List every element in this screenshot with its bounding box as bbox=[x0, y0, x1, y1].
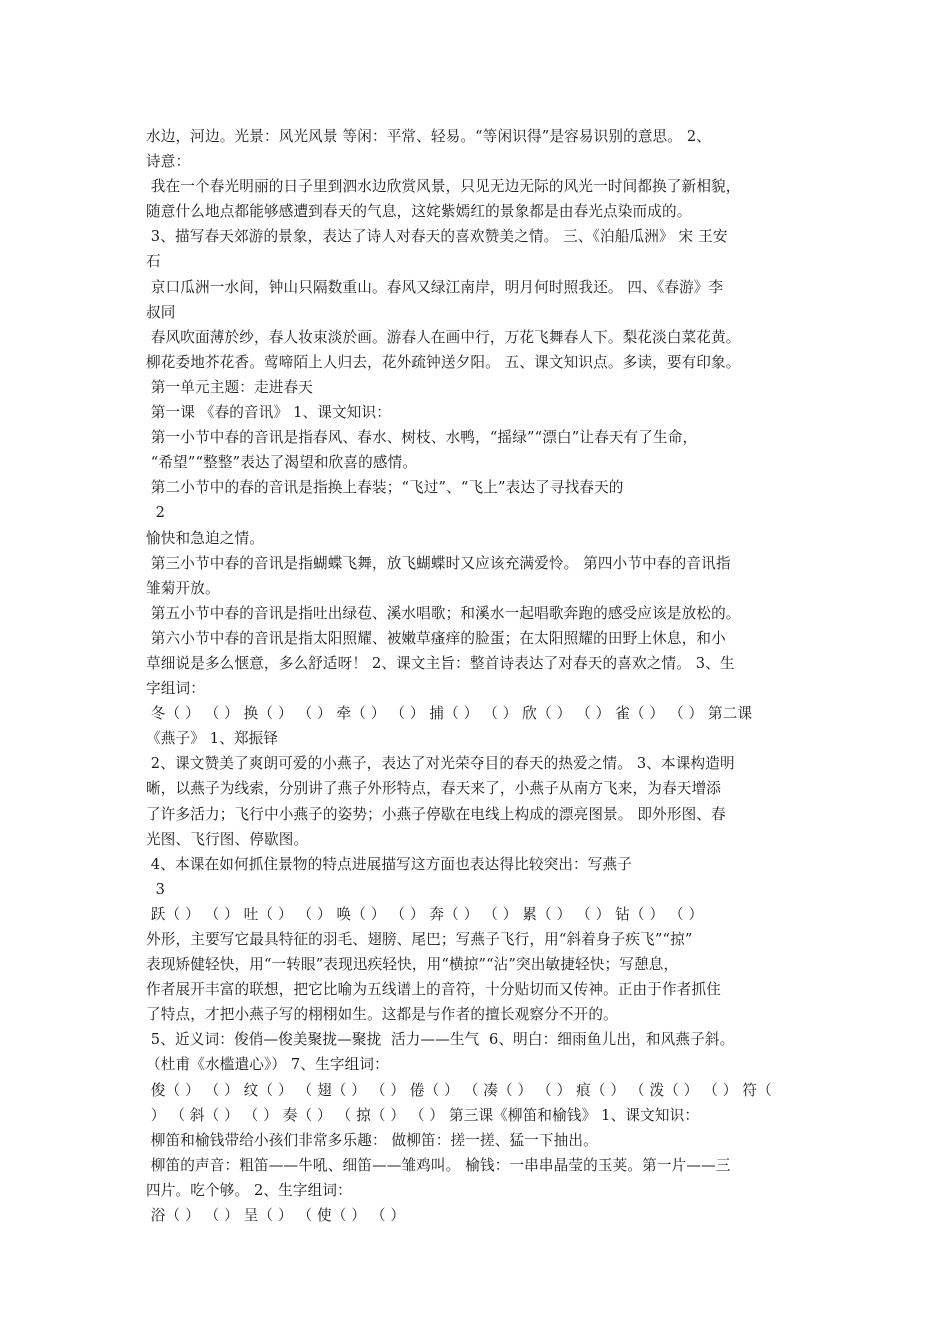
text-line: 第三小节中春的音讯是指蝴蝶飞舞，放飞蝴蝶时又应该充满爱怜。 第四小节中春的音讯指 bbox=[146, 554, 731, 572]
text-line: 光图、飞行图、停歇图。 bbox=[146, 830, 309, 848]
text-line: 叔同 bbox=[146, 303, 176, 321]
text-line: 俊（ ） （ ） 纹（ ） （ 翅（ ） （ ） 倦（ ） （ 凑（ ） （ ） 痕（ ） （ 泼（ ） （ ） 符（ bbox=[146, 1081, 772, 1099]
text-line: 第五小节中春的音讯是指吐出绿苞、溪水唱歌；和溪水一起唱歌奔跑的感受应该是放松的。 bbox=[146, 604, 741, 622]
text-line: 四片。吃个够。 2、生字组词： bbox=[146, 1181, 352, 1199]
text-line: 京口瓜洲一水间，钟山只隔数重山。春风又绿江南岸，明月何时照我还。 四、《春游》李 bbox=[146, 278, 724, 296]
text-line: 了许多活力；飞行中小燕子的姿势；小燕子停歇在电线上构成的漂亮图景。 即外形图、春 bbox=[146, 805, 726, 823]
text-line: 柳笛和榆钱带给小孩们非常多乐趣： 做柳笛：搓一搓、猛一下抽出。 bbox=[146, 1131, 598, 1149]
text-line: 我在一个春光明丽的日子里到泗水边欣赏风景，只见无边无际的风光一时间都换了新相貌， bbox=[146, 178, 741, 196]
text-line: 晰，以燕子为线索，分别讲了燕子外形特点，春天来了，小燕子从南方飞来，为春天增添 bbox=[146, 780, 722, 798]
text-line: 诗意： bbox=[146, 153, 191, 171]
text-line: 3、描写春天郊游的景象，表达了诗人对春天的喜欢赞美之情。 三、《泊船瓜洲》 宋 王安 bbox=[146, 228, 728, 246]
text-line: 春风吹面薄於纱，春人妆束淡於画。游春人在画中行，万花飞舞春人下。梨花淡白菜花黄。 bbox=[146, 328, 741, 346]
text-line: 2、课文赞美了爽朗可爱的小燕子，表达了对光荣夺目的春天的热爱之情。 3、本课构造明 bbox=[146, 755, 735, 773]
text-line: 愉快和急迫之情。 bbox=[146, 529, 264, 547]
text-line: 随意什么地点都能够感遭到春天的气息，这姹紫嫣红的景象都是由春光点染而成的。 bbox=[146, 203, 692, 221]
text-line: 第六小节中春的音讯是指太阳照耀、被嫩草瘙痒的脸蛋；在太阳照耀的田野上休息，和小 bbox=[146, 629, 726, 647]
text-line: 作者展开丰富的联想，把它比喻为五线谱上的音符，十分贴切而又传神。正由于作者抓住 bbox=[146, 981, 722, 999]
text-line: ） （ 斜（ ） （ ） 奏（ ） （ 掠（ ） （ ） 第三课《柳笛和榆钱》 1、课文知识： bbox=[146, 1106, 700, 1124]
text-line: 4、本课在如何抓住景物的特点进展描写这方面也表达得比较突出：写燕子 bbox=[146, 855, 633, 873]
text-line: 第一单元主题：走进春天 bbox=[146, 378, 313, 396]
text-line: 雏菊开放。 bbox=[146, 579, 220, 597]
text-line: 了特点，才把小燕子写的栩栩如生。这都是与作者的擅长观察分不开的。 bbox=[146, 1006, 618, 1024]
text-line: 2 bbox=[146, 504, 166, 522]
document-body bbox=[146, 124, 814, 1228]
text-line: 浴（ ） （ ） 呈（ ） （ 使（ ） （ ） bbox=[146, 1207, 406, 1225]
text-line: 石 bbox=[146, 253, 161, 271]
text-line: 冬（ ） （ ） 换（ ） （ ） 牵（ ） （ ） 捕（ ） （ ） 欣（ ） （ ） 雀（ ） （ ） 第二课 bbox=[146, 705, 753, 723]
text-line: 第一课 《春的音讯》 1、课文知识： bbox=[146, 404, 391, 422]
text-line: 草细说是多么惬意，多么舒适呀！ 2、课文主旨：整首诗表达了对春天的喜欢之情。 3、生 bbox=[146, 654, 735, 672]
text-line: 《燕子》 1、郑振铎 bbox=[146, 730, 279, 748]
text-line: 5、近义词：俊俏—俊美聚拢—聚拢 活力——生气 6、明白：细雨鱼儿出，和风燕子斜。 bbox=[146, 1031, 735, 1049]
text-line: （杜甫《水槛遣心》） 7、生字组词： bbox=[146, 1056, 389, 1074]
text-line: 3 bbox=[146, 880, 166, 898]
text-line: 水边，河边。光景：风光风景 等闲：平常、轻易。“等闲识得”是容易识别的意思。 2、 bbox=[146, 128, 712, 145]
text-line: “希望”“整整”表达了渴望和欣喜的感情。 bbox=[146, 454, 418, 472]
text-line: 柳花委地芥花香。莺啼陌上人归去，花外疏钟送夕阳。 五、课文知识点。多读，要有印象。 bbox=[146, 353, 741, 371]
text-line: 柳笛的声音：粗笛——牛吼、细笛——雏鸡叫。 榆钱：一串串晶莹的玉荚。第一片——三 bbox=[146, 1156, 731, 1174]
text-line: 外形，主要写它最具特征的羽毛、翅膀、尾巴；写燕子飞行，用“斜着身子疾飞”“掠” bbox=[146, 931, 693, 948]
text-line: 字组词： bbox=[146, 680, 205, 698]
text-line: 表现矫健轻快，用“一转眼”表现迅疾轻快，用“横掠”“沾”突出敏捷轻快；写憩息， bbox=[146, 956, 679, 974]
text-line: 跃（ ） （ ） 吐（ ） （ ） 唤（ ） （ ） 奔（ ） （ ） 累（ ） （ ） 钻（ ） （ ） bbox=[146, 905, 704, 923]
text-line: 第二小节中的春的音讯是指换上春装；“飞过”、“飞上”表达了寻找春天的 bbox=[146, 479, 624, 497]
text-line: 第一小节中春的音讯是指春风、春水、树枝、水鸭，“摇绿”“漂白”让春天有了生命， bbox=[146, 429, 698, 447]
